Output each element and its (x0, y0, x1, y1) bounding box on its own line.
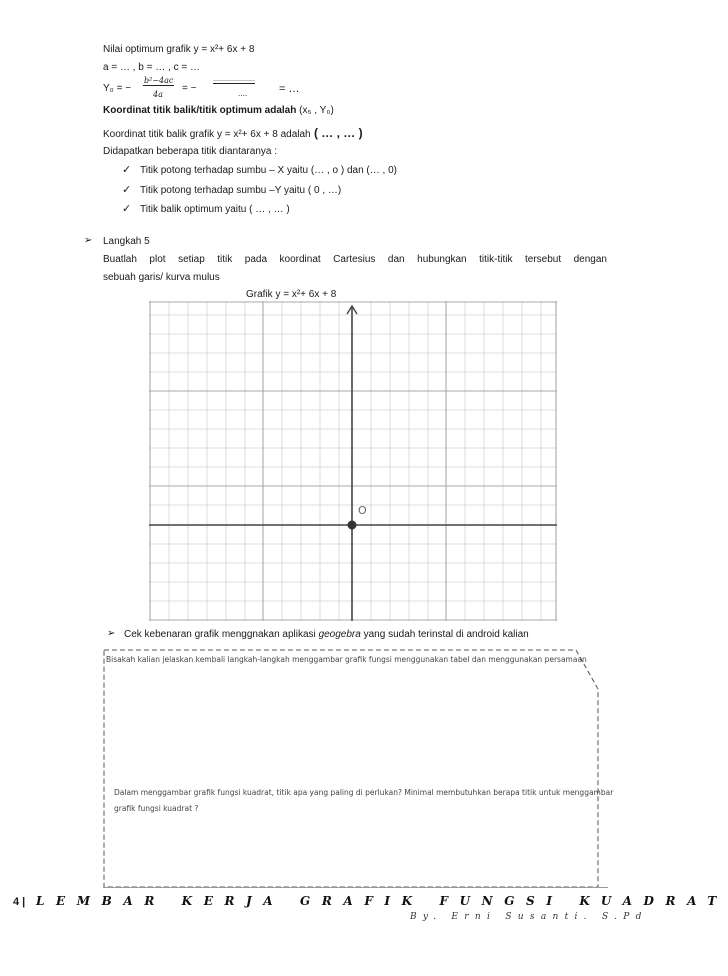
fraction2-denominator: …. (238, 90, 248, 98)
y0-prefix: Y₀ = − (103, 83, 132, 94)
footer-divider (103, 887, 608, 888)
footer-author: By. Erni Susanti. S.Pd (410, 912, 648, 922)
graph-title: Grafik y = x²+ 6x + 8 (246, 289, 337, 300)
cek-text-italic: geogebra (318, 629, 361, 640)
koordinat-line (103, 126, 363, 140)
cek-text-after: yang sudah terinstal di android kalian (360, 629, 529, 640)
koordinat-text: Koordinat titik balik grafik y = x²+ 6x + 8 adalah (103, 129, 311, 140)
footer-title: LEMBAR KERJA GRAFIK FUNGSI KUADRAT (36, 894, 728, 908)
langkah-desc-line1: Buatlah plot setiap titik pada koordinat Cartesius dan hubungkan titik-titik tersebut dengan (103, 254, 607, 265)
coefficients-line: a = … , b = … , c = … (103, 62, 200, 73)
langkah-desc-line2: sebuah garis/ kurva mulus (103, 272, 220, 283)
equals-result: = … (279, 83, 300, 95)
koordinat-heading-tail: (x₅ , Y₀) (296, 105, 334, 116)
notes-box (100, 647, 600, 890)
didapatkan-line: Didapatkan beberapa titik diantaranya : (103, 146, 278, 157)
check-icon: ✓ (122, 184, 132, 196)
koordinat-heading-bold: Koordinat titik balik/titik optimum adalah (103, 105, 297, 116)
equals-minus: = − (182, 83, 197, 94)
notes-question-2-line1: Dalam menggambar grafik fungsi kuadrat, titik apa yang paling di perlukan? Minimal membutuhkan berapa titik untuk menggambar (114, 788, 614, 797)
check-icon: ✓ (122, 203, 132, 215)
koordinat-heading (103, 105, 334, 116)
check-icon: ✓ (122, 164, 132, 176)
cek-text-before: Cek kebenaran grafik menggnakan aplikasi (124, 629, 319, 640)
arrow-bullet-icon: ➢ (84, 235, 93, 246)
langkah-title: Langkah 5 (103, 236, 150, 247)
notes-question-2-line2: grafik fungsi kuadrat ? (114, 804, 199, 813)
origin-label: O (358, 504, 367, 517)
list-item: Titik potong terhadap sumbu – X yaitu (… , o ) dan (… , 0) (140, 165, 397, 176)
koordinat-tail: ( … , … ) (310, 126, 363, 140)
origin-point (348, 521, 357, 530)
list-item: Titik balik optimum yaitu ( … , … ) (140, 204, 290, 215)
optimum-heading: Nilai optimum grafik y = x²+ 6x + 8 (103, 44, 255, 55)
fraction1-denominator: 4a (153, 90, 163, 99)
list-item: Titik potong terhadap sumbu –Y yaitu ( 0 , …) (140, 185, 342, 196)
cartesian-grid[interactable] (149, 301, 557, 621)
cek-line (124, 629, 529, 640)
arrow-bullet-icon: ➢ (107, 628, 116, 639)
notes-question-1: Bisakah kalian jelaskan kembali langkah-langkah menggambar grafik fungsi menggunakan tabel dan menggunakan persamaan (106, 655, 587, 664)
page-number: 4 | (13, 896, 26, 908)
fraction2-numerator: ………………… (213, 76, 255, 83)
fraction1-numerator: b²−4ac (144, 76, 174, 85)
